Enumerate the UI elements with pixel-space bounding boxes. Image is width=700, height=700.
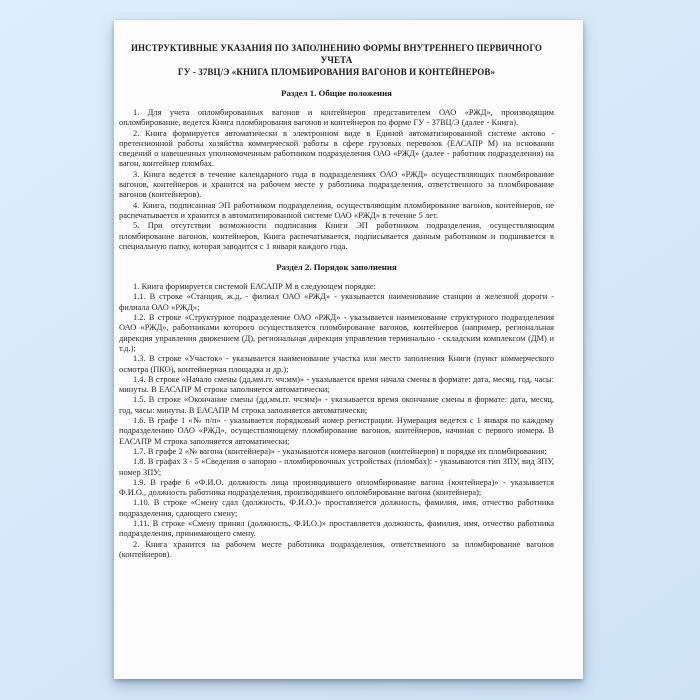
paragraph: 1.7. В графе 2 «№ вагона (контейнера)» - указываются номера вагонов (контейнеров) в порядке их пломбирования; [133,446,547,456]
paragraph: 1.6. В графе 1 «№ п/п» - указывается порядковый номер регистрации. Нумерация ведется с 1 января по каждому подразделению ОАО «РЖД», осуществляющему пломбирование вагонов, контейнеров, начиная с первого номера. В ЕАСАПР М строка заполняется автоматически; [119,416,554,446]
section-general-provisions [119,88,554,252]
section-heading: Раздел 2. Порядок заполнения [276,262,397,273]
document-title [119,42,554,78]
section-filling-order [119,262,554,560]
document-page [114,20,583,679]
document-title-line-2: ГУ - 37ВЦ/Э «КНИГА ПЛОМБИРОВАНИЯ ВАГОНОВ И КОНТЕЙНЕРОВ» [177,67,496,77]
paragraph: 1.4. В строке «Начало смены (дд.мм.гг. чч:мм)» - указывается время начала смены в формате: дата, месяц, год, часы: минуты. В ЕАСАПР М строка заполняется автоматически; [119,374,554,395]
paragraph: 4. Книга, подписанная ЭП работником подразделения, осуществляющим пломбирование вагонов, контейнеров, не распечатывается и хранится в автоматизированной системе ОАО «РЖД» в течение 5 лет. [119,200,554,220]
paragraph: 5. При отсутствии возможности подписания Книги ЭП работником подразделения, осуществляющим пломбирование вагонов, контейнеров, Книга распечатывается, подписывается данным работником и подшивается в специальную папку, которая заводится с 1 января каждого года. [119,221,554,251]
paragraph: 2. Книга формируется автоматически в электронном виде в Единой автоматизированной системе актово - претензионной работы хозяйства коммерческой работы в сфере грузовых перевозок (ЕАСАПР М) на основании сведений о навешенных уполномоченным работником подразделения ОАО «РЖД» (далее - работник подразделения) на вагон, контейнер пломбах. [119,128,554,169]
paragraph: 1. Книга формируется системой ЕАСАПР М в следующем порядке: [133,282,376,292]
paragraph: 2. Книга хранится на рабочем месте работника подразделения, ответственного за пломбирование вагонов (контейнеров). [119,539,554,559]
paragraph: 1. Для учета опломбированных вагонов и контейнеров представителем ОАО «РЖД», производящим опломбирование, ведется Книга пломбирования вагонов и контейнеров по форме ГУ - 37ВЦ/Э (далее - Книга). [119,108,554,128]
paragraph: 1.9. В графе 6 «Ф.И.О. должность лица производившего опломбирование вагона (контейнера)» - указывается Ф.И.О., должность работника подразделения, производившего опломбирование вагона (контейнера); [119,477,554,498]
paragraph: 1.8. В графах 3 - 5 «Сведения о запорно - пломбировочных устройствах (пломбах): - указываются тип ЗПУ, вид ЗПУ, номер ЗПУ; [119,457,554,477]
section-paragraphs [119,108,554,252]
paragraph: 1.11. В строке «Смену принял (должность, Ф.И.О.)» проставляется должность, фамилия, имя, отчество работника подразделения, принимающего смену. [119,518,554,539]
paragraph: 1.3. В строке «Участок» - указывается наименование участка или место заполнения Книги (пункт коммерческого осмотра (ПКО), контейнерная площадка и др.); [119,354,554,374]
paragraph: 1.2. В строке «Структурное подразделение ОАО «РЖД» - указывается наименование структурного подразделения ОАО «РЖД», работниками которого осуществляется пломбирование вагонов, контейнеров (например, региональная дирекция управления движением (Д), региональная дирекция управления терминально - складским комплексом (ДМ) и т.д.); [119,313,554,353]
paragraph: 3. Книга ведется в течение календарного года в подразделениях ОАО «РЖД» осуществляющих пломбирование вагонов, контейнеров и хранится на рабочем месте у работника подразделения, ответственного за пломбирование вагонов (контейнеров). [119,169,554,200]
section-heading: Раздел 1. Общие положения [281,88,392,98]
document-title-line-1: ИНСТРУКТИВНЫЕ УКАЗАНИЯ ПО ЗАПОЛНЕНИЮ ФОРМЫ ВНУТРЕННЕГО ПЕРВИЧНОГО УЧЕТА [130,43,543,65]
paragraph: 1.1. В строке «Станция, ж.д. - филиал ОАО «РЖД» - указывается наименование станции и железной дороги - филиала ОАО «РЖД»; [119,292,554,312]
paragraph: 1.5. В строке «Окончание смены (дд.мм.гг. чч:мм)» - указывается время окончание смены в формате: дата, месяц, год, часы: минуты. В ЕАСАПР М строка заполняется автоматически; [119,395,554,415]
section-paragraphs [119,282,554,560]
paragraph: 1.10. В строке «Смену сдал (должность, Ф.И.О.)» проставляется должность, фамилия, имя, отчество работника подразделения, сдающего смену; [119,498,554,518]
